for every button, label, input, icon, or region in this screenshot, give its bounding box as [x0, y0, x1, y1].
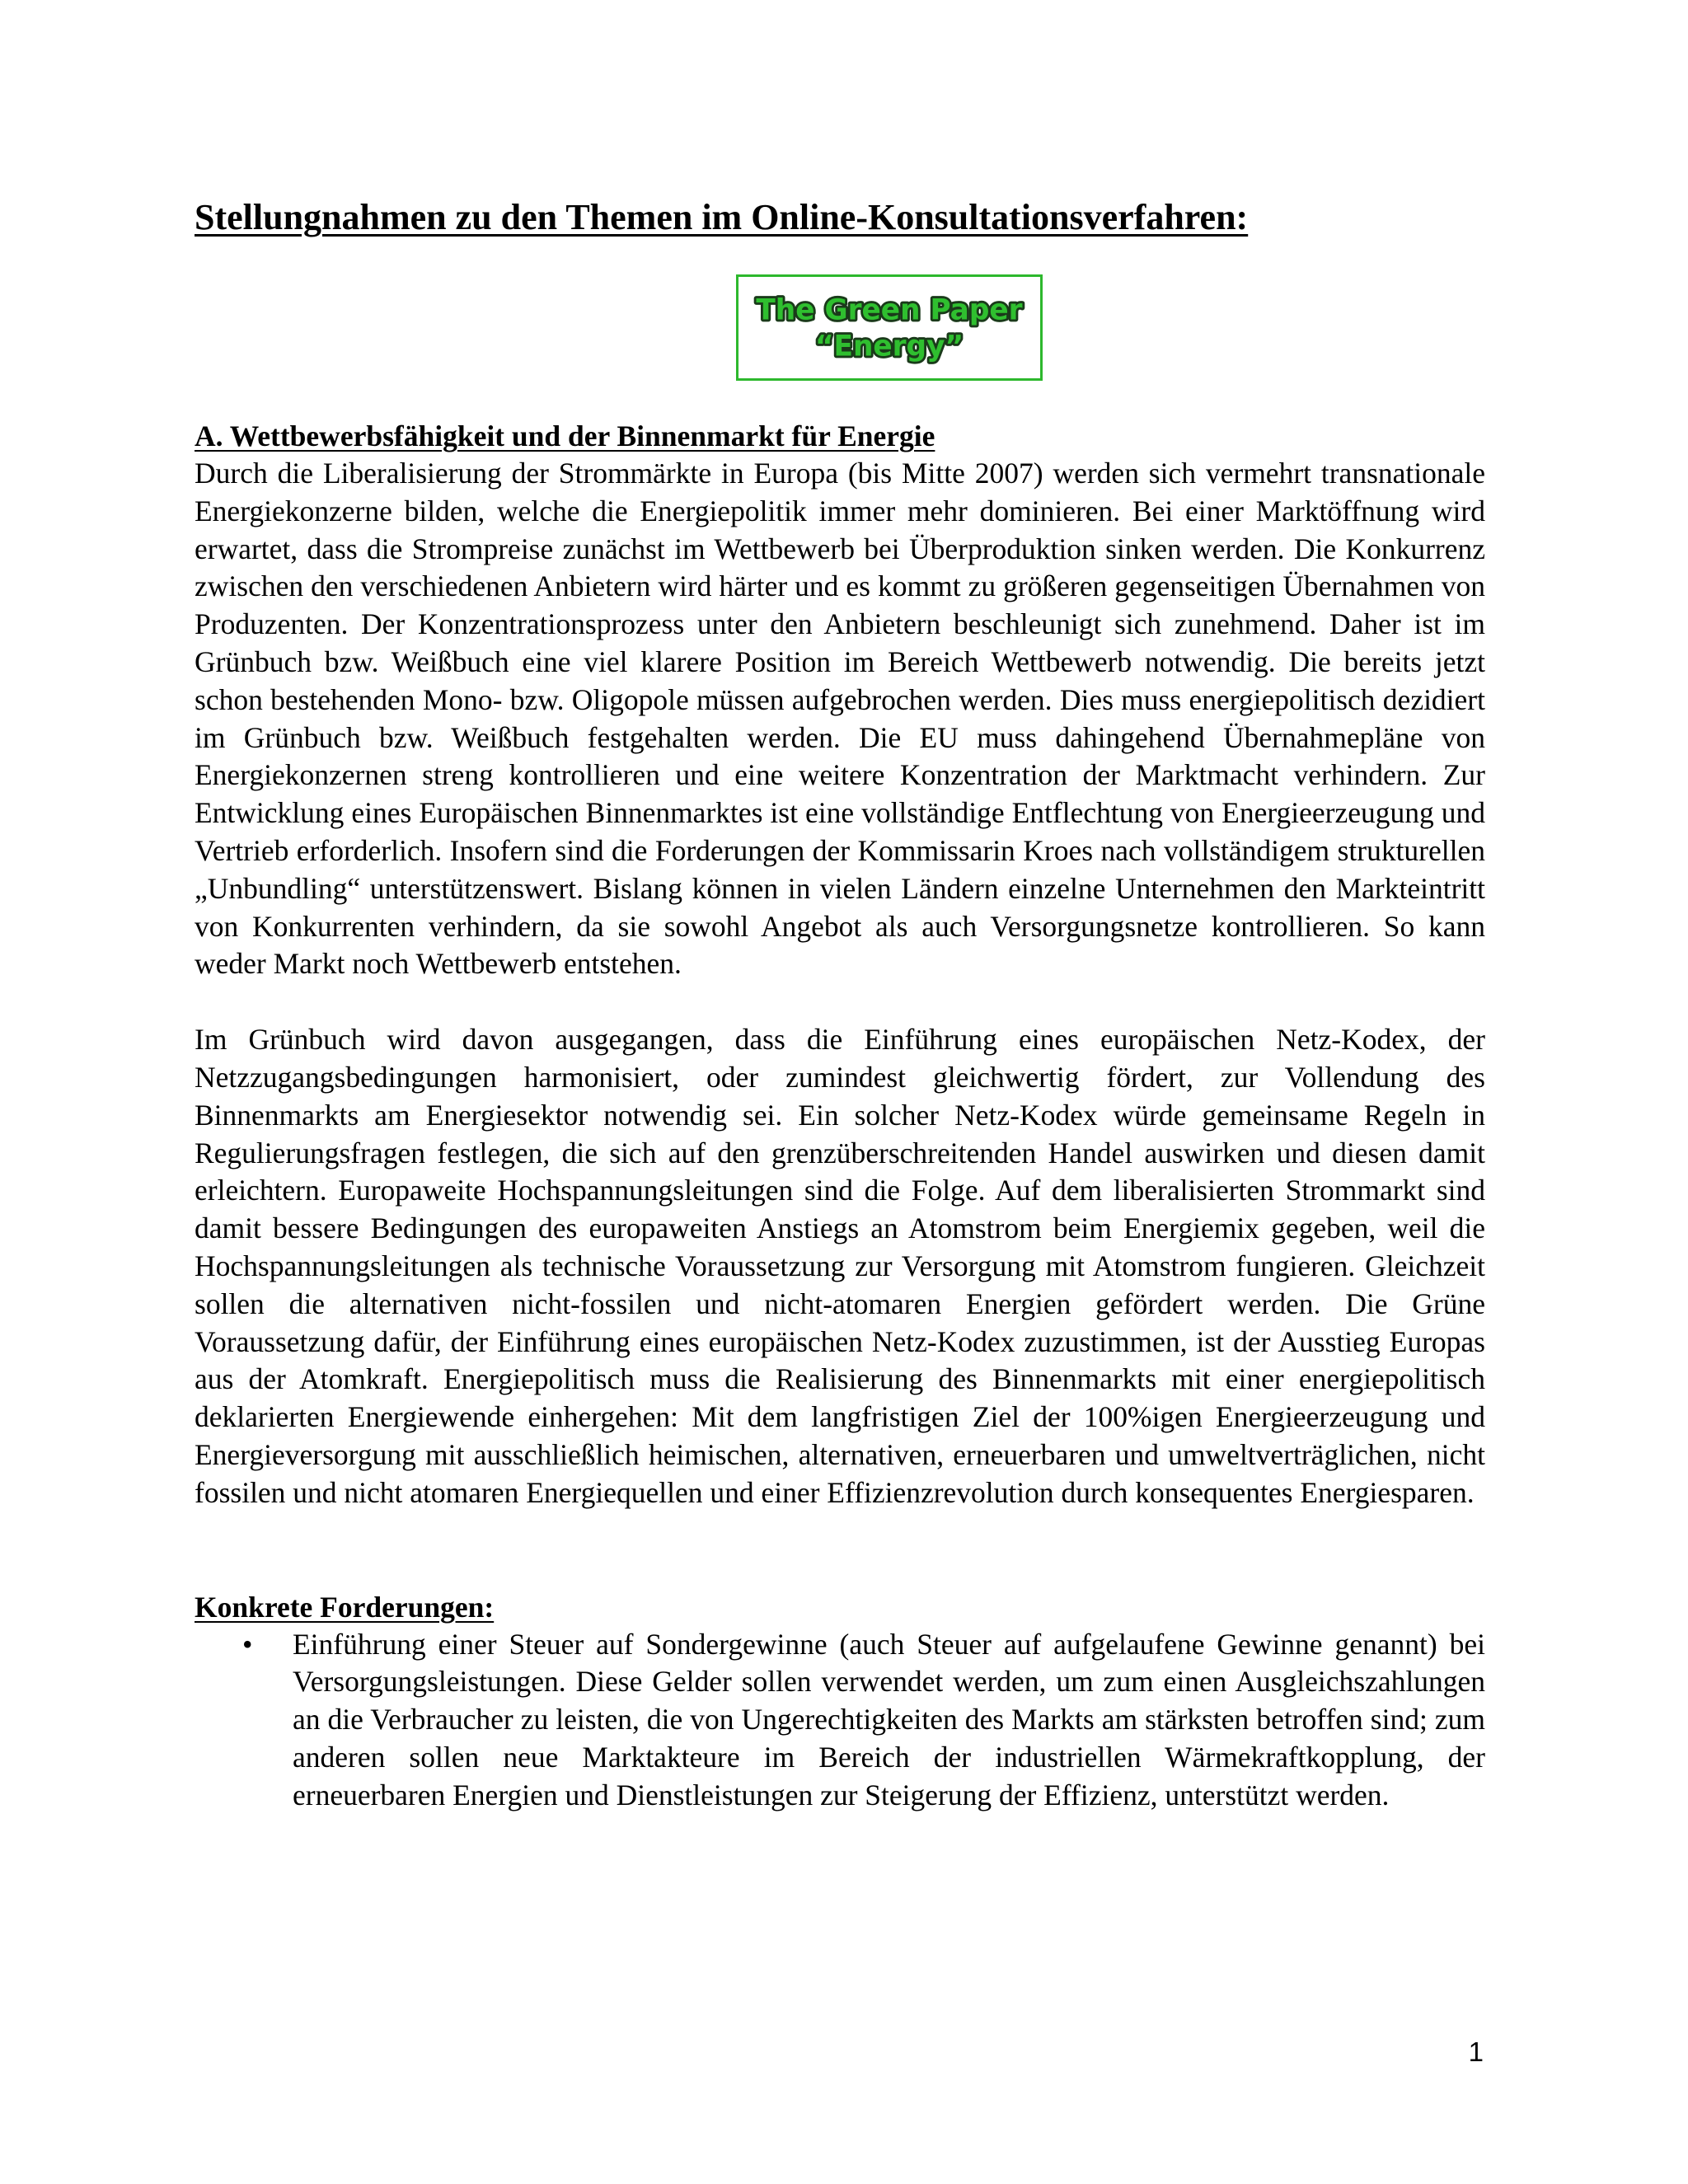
document-body [195, 417, 1485, 1815]
page-title: Stellungnahmen zu den Themen im Online-Konsultationsverfahren: [195, 197, 1249, 237]
logo-line-1: The Green Paper [756, 293, 1023, 327]
paragraph-netz-kodex: Im Grünbuch wird davon ausgegangen, dass die Einführung eines europäischen Netz-Kodex, der Netzzugangsbedingungen harmonisiert, oder zumindest gleichwertig fördert, zur Vollendung des Binnenmarkts am Energiesektor notwendig sei. Ein solcher Netz-Kodex würde gemeinsame Regeln in Regulierungsfragen festlegen, die sich auf den grenzüberschreitenden Handel auswirken und diesen damit erleichtern. Europaweite Hochspannungsleitungen sind die Folge. Auf dem liberalisierten Strommarkt sind damit bessere Bedingungen des europaweiten Anstiegs an Atomstrom beim Energiemix gegeben, weil die Hochspannungsleitungen als technische Voraussetzung zur Versorgung mit Atomstrom fungieren. Gleichzeit sollen die alternativen nicht-fossilen und nicht-atomaren Energien gefördert werden. Die Grüne Voraussetzung dafür, der Einführung eines europäischen Netz-Kodex zuzustimmen, ist der Ausstieg Europas aus der Atomkraft. Energiepolitisch muss die Realisierung des Binnenmarkts mit einer energiepolitisch deklarierten Energiewende einhergehen: Mit dem langfristigen Ziel der 100%igen Energieerzeugung und Energieversorgung mit ausschließlich heimischen, alternativen, erneuerbaren und umweltverträglichen, nicht fossilen und nicht atomaren Energiequellen und einer Effizienzrevolution durch konsequentes Energiesparen. [195, 1023, 1485, 1509]
green-paper-logo-graphic [738, 277, 1040, 378]
logo-line-2: “Energy” [814, 330, 964, 363]
page-number: 1 [1468, 2036, 1484, 2067]
list-item [195, 1626, 1485, 1815]
paragraph-liberalisierung: Durch die Liberalisierung der Strommärkte in Europa (bis Mitte 2007) werden sich vermehrt transnationale Energiekonzerne bilden, welche die Energiepolitik immer mehr dominieren. Bei einer Marktöffnung wird erwartet, dass die Strompreise zunächst im Wettbewerb bei Überproduktion sinken werden. Die Konkurrenz zwischen den verschiedenen Anbietern wird härter und es kommt zu größeren gegenseitigen Übernahmen von Produzenten. Der Konzentrationsprozess unter den Anbietern beschleunigt sich zunehmend. Daher ist im Grünbuch bzw. Weißbuch eine viel klarere Position im Bereich Wettbewerb notwendig. Die bereits jetzt schon bestehenden Mono- bzw. Oligopole müssen aufgebrochen werden. Dies muss energiepolitisch dezidiert im Grünbuch bzw. Weißbuch festgehalten werden. Die EU muss dahingehend Übernahmepläne von Energiekonzernen streng kontrollieren und eine weitere Konzentration der Marktmacht verhindern. Zur Entwicklung eines Europäischen Binnenmarktes ist eine vollständige Entflechtung von Energieerzeugung und Vertrieb erforderlich. Insofern sind die Forderungen der Kommissarin Kroes nach vollständigem strukturellen „Unbundling“ unterstützenswert. Bislang können in vielen Ländern einzelne Unternehmen den Markteintritt von Konkurrenten verhindern, da sie sowohl Angebot als auch Versorgungsnetze kontrollieren. So kann weder Markt noch Wettbewerb entstehen. [195, 457, 1485, 981]
requirement-text: Einführung einer Steuer auf Sondergewinne (auch Steuer auf aufgelaufene Gewinne genannt) bei Versorgungsleistungen. Diese Gelder sollen verwendet werden, um zum einen Ausgleichszahlungen an die Verbraucher zu leisten, die von Ungerechtigkeiten des Markts am stärksten betroffen sind; zum anderen sollen neue Marktakteure im Bereich der industriellen Wärmekraftkopplung, der erneuerbaren Energien und Dienstleistungen zur Steigerung der Effizienz, unterstützt werden. [293, 1627, 1485, 1811]
bullet-icon: • [242, 1627, 253, 1661]
section-heading: A. Wettbewerbsfähigkeit und der Binnenmarkt für Energie [195, 419, 935, 452]
requirements-heading: Konkrete Forderungen: [195, 1590, 495, 1624]
green-paper-logo [736, 274, 1043, 381]
requirements-list [195, 1626, 1485, 1815]
